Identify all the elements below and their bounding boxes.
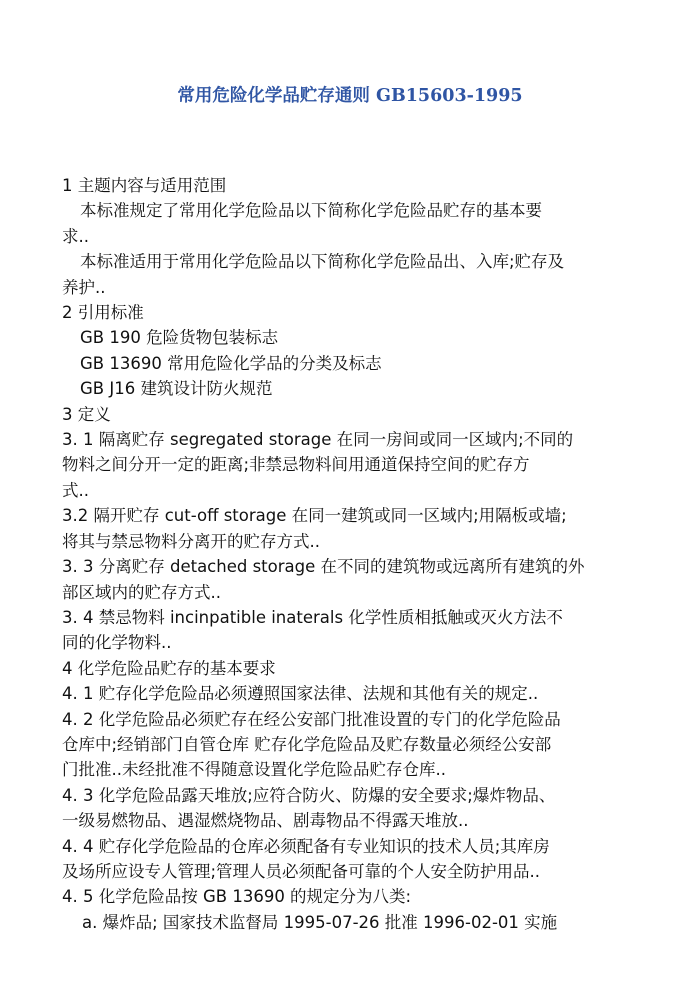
document-body [62,173,662,935]
paragraph-line: 一级易燃物品、遇湿燃烧物品、剧毒物品不得露天堆放.. [62,811,469,831]
paragraph-line: 4. 1 贮存化学危险品必须遵照国家法律、法规和其他有关的规定.. [62,684,539,704]
paragraph-line: 3.2 隔开贮存 cut-off storage 在同一建筑或同一区域内;用隔板或墙; [62,506,567,526]
section-heading: 4 化学危险品贮存的基本要求 [62,658,276,678]
paragraph-line: 将其与禁忌物料分离开的贮存方式.. [62,531,320,551]
paragraph-line: 4. 4 贮存化学危险品的仓库必须配备有专业知识的技术人员;其库房 [62,836,550,856]
paragraph-line: 4. 5 化学危险品按 GB 13690 的规定分为八类: [62,887,412,907]
list-item: a. 爆炸品; 国家技术监督局 1995-07-26 批准 1996-02-01 实施 [82,912,558,932]
paragraph-line: 3. 4 禁忌物料 incinpatible inaterals 化学性质相抵触或灭火方法不 [62,607,563,627]
paragraph-line: 门批准..未经批准不得随意设置化学危险品贮存仓库.. [62,760,446,780]
paragraph-line: 本标准适用于常用化学危险品以下简称化学危险品出、入库;贮存及 [80,252,565,272]
paragraph-line: 式.. [62,480,89,500]
paragraph-line: 仓库中;经销部门自管仓库 贮存化学危险品及贮存数量必须经公安部 [62,734,552,754]
paragraph-line: 本标准规定了常用化学危险品以下简称化学危险品贮存的基本要 [80,201,542,221]
reference-item: GB 13690 常用危险化学品的分类及标志 [80,353,382,373]
paragraph-line: 物料之间分开一定的距离;非禁忌物料间用通道保持空间的贮存方 [62,455,530,475]
paragraph-line: 及场所应设专人管理;管理人员必须配备可靠的个人安全防护用品.. [62,861,541,881]
paragraph-line: 求.. [62,226,89,246]
document-title: 常用危险化学品贮存通则 GB15603-1995 [177,86,523,106]
paragraph-line: 4. 2 化学危险品必须贮存在经公安部门批准设置的专门的化学危险品 [62,709,561,729]
paragraph-line: 部区域内的贮存方式.. [62,582,221,602]
section-heading: 3 定义 [62,404,111,424]
section-heading: 1 主题内容与适用范围 [62,176,227,195]
paragraph-line: 同的化学物料.. [62,633,172,653]
section-heading: 2 引用标准 [62,303,144,323]
paragraph-line: 3. 1 隔离贮存 segregated storage 在同一房间或同一区域内;不同的 [62,430,574,450]
paragraph-line: 养护.. [62,277,106,297]
reference-item: GB 190 危险货物包装标志 [80,328,279,348]
reference-item: GB J16 建筑设计防火规范 [80,379,273,399]
paragraph-line: 4. 3 化学危险品露天堆放;应符合防火、防爆的安全要求;爆炸物品、 [62,785,556,805]
paragraph-line: 3. 3 分离贮存 detached storage 在不同的建筑物或远离所有建筑的外 [62,557,585,577]
